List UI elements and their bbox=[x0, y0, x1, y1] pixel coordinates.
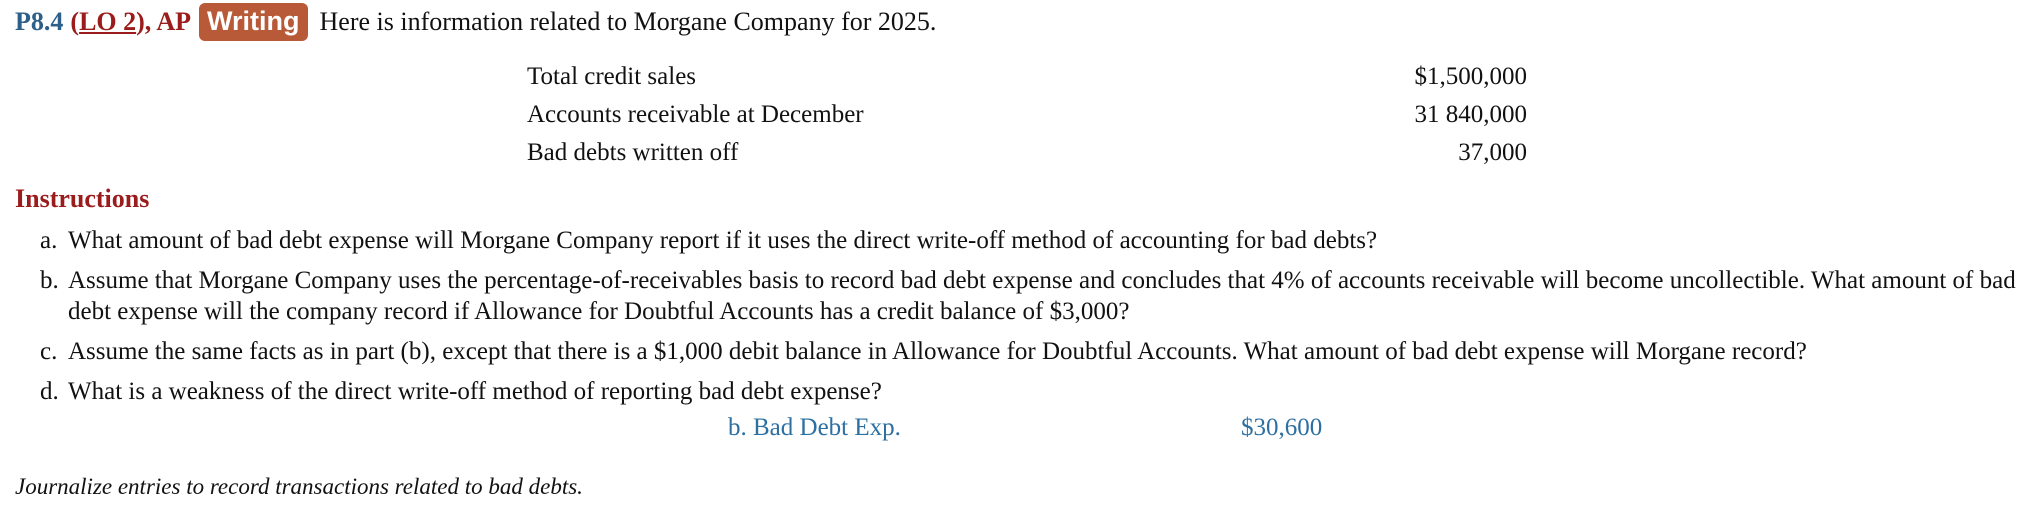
instructions-list bbox=[40, 225, 2030, 416]
table-row bbox=[527, 58, 1527, 96]
list-item bbox=[40, 265, 2030, 327]
row-label: Total credit sales bbox=[527, 63, 697, 90]
lo-link[interactable]: LO 2 bbox=[79, 7, 137, 36]
lo-open: ( bbox=[70, 7, 80, 36]
writing-badge: Writing bbox=[199, 3, 307, 41]
item-letter: a. bbox=[40, 227, 58, 254]
row-value: $1,500,000 bbox=[1414, 63, 1527, 90]
table-row bbox=[527, 134, 1527, 172]
instructions-heading: Instructions bbox=[15, 184, 150, 213]
problem-id: P8.4 bbox=[15, 7, 64, 36]
learning-objective bbox=[70, 7, 191, 37]
footer-note: Journalize entries to record transactions related to bad debts. bbox=[15, 474, 583, 499]
row-label: Accounts receivable at December bbox=[527, 101, 864, 128]
table-row bbox=[527, 96, 1527, 134]
item-letter: c. bbox=[40, 338, 58, 365]
row-label: Bad debts written off bbox=[527, 139, 739, 166]
problem-intro: Here is information related to Morgane Company for 2025. bbox=[319, 7, 937, 36]
list-item bbox=[40, 225, 2030, 256]
item-text: Assume that Morgane Company uses the percentage-of-receivables basis to record bad debt expense and concludes that 4% of accounts receivable will become uncollectible. What amount of bad debt expense will the company record if Allowance for Doubtful Accounts has a credit balance of $3,000? bbox=[68, 267, 2016, 325]
item-letter: d. bbox=[40, 378, 59, 405]
item-text: What is a weakness of the direct write-off method of reporting bad debt expense? bbox=[68, 378, 882, 405]
item-text: What amount of bad debt expense will Morgane Company report if it uses the direct write-off method of accounting for bad debts? bbox=[68, 227, 1378, 254]
answer-label: b. Bad Debt Exp. bbox=[728, 414, 901, 441]
data-table bbox=[527, 58, 1527, 172]
list-item bbox=[40, 376, 2030, 407]
item-letter: b. bbox=[40, 267, 59, 294]
list-item bbox=[40, 336, 2030, 367]
problem-header bbox=[15, 2, 936, 42]
row-value: 31 840,000 bbox=[1414, 101, 1527, 128]
answer-value: $30,600 bbox=[1241, 414, 1323, 441]
lo-close: ), AP bbox=[136, 7, 192, 36]
row-value: 37,000 bbox=[1458, 139, 1527, 166]
item-text: Assume the same facts as in part (b), except that there is a $1,000 debit balance in Allowance for Doubtful Accounts. What amount of bad debt expense will Morgane record? bbox=[68, 338, 1807, 365]
